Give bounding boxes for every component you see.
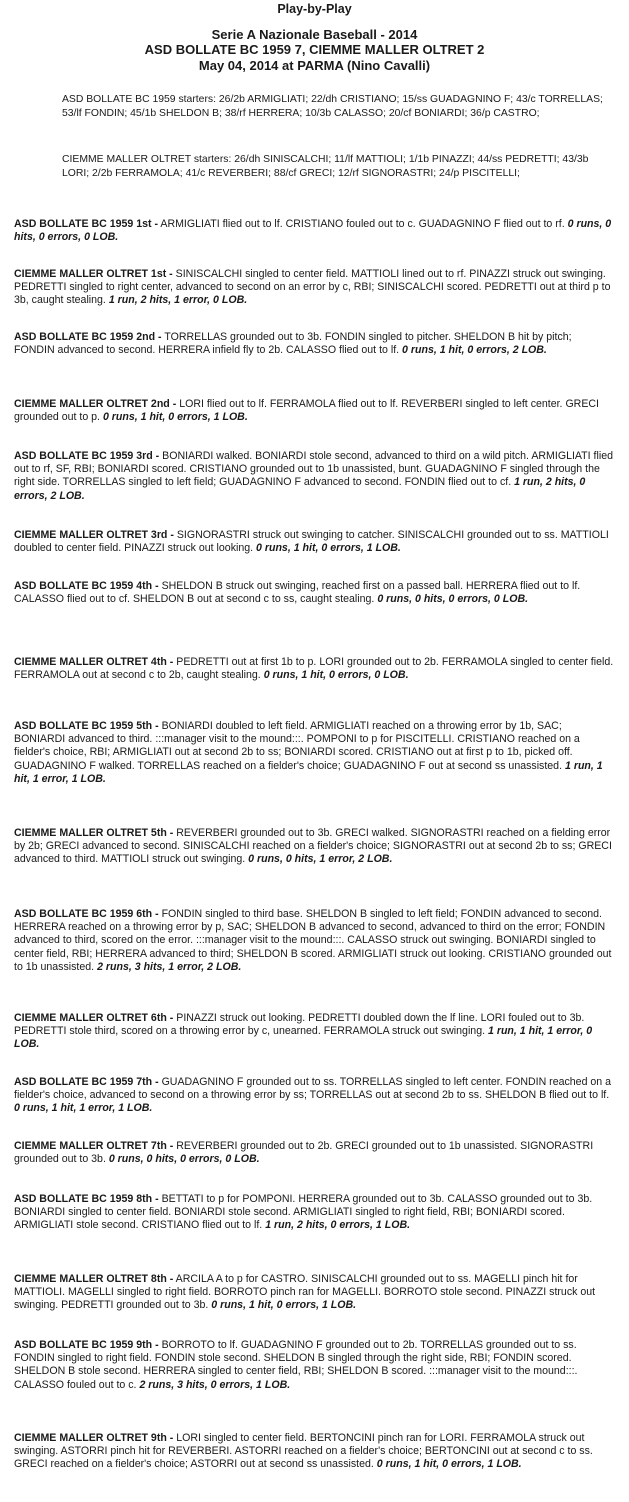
- inning-summary: 1 run, 2 hits, 0 errors, 1 LOB.: [265, 1219, 411, 1232]
- inning-plays: BONIARDI doubled to left field. ARMIGLIATI reached on a throwing error by 1b, SAC; BONIARDI advanced to third. :::manager visit to the mound:::. POMPONI to p for PISCITELLI. CRISTIANO reached on a fielder's choice, RBI; ARMIGLIATI out at second 2b to ss; BONIARDI scored. CRISTIANO out at first p to 1b, picked off. GUADAGNINO F walked. TORRELLAS reached on a fielder's choice; GUADAGNINO F out at second ss unassisted.: [14, 720, 580, 772]
- inning-summary: 0 runs, 1 hit, 0 errors, 1 LOB.: [256, 542, 401, 555]
- inning-summary: 0 runs, 0 hits, 0 errors, 0 LOB.: [108, 1153, 260, 1166]
- inning-plays: TORRELLAS grounded out to 3b. FONDIN singled to pitcher. SHELDON B hit by pitch; FONDIN advanced to second. HERRERA infield fly to 2b. CALASSO flied out to lf.: [14, 331, 572, 357]
- home-starters: ASD BOLLATE BC 1959 starters: 26/2b ARMIGLIATI; 22/dh CRISTIANO; 15/ss GUADAGNINO F; 43/c TORRELLAS; 53/lf FONDIN; 45/1b SHELDON B; 38/rf HERRERA; 10/3b CALASSO; 20/cf BONIARDI; 36/p CASTRO;: [62, 94, 603, 119]
- inning-heading: ASD BOLLATE BC 1959 3rd -: [14, 450, 160, 462]
- inning-summary: 0 runs, 0 hits, 0 errors, 0 LOB.: [14, 218, 612, 244]
- inning-summary: 2 runs, 3 hits, 1 error, 2 LOB.: [97, 960, 242, 973]
- inning-heading: ASD BOLLATE BC 1959 5th -: [14, 720, 159, 732]
- inning-block: [14, 1140, 614, 1166]
- inning-plays: ARMIGLIATI flied out to lf. CRISTIANO fouled out to c. GUADAGNINO F flied out to rf.: [160, 218, 565, 230]
- inning-heading: ASD BOLLATE BC 1959 1st -: [14, 218, 159, 230]
- inning-heading: CIEMME MALLER OLTRET 5th -: [14, 827, 174, 839]
- inning-plays: REVERBERI grounded out to 3b. GRECI walked. SIGNORASTRI reached on a fielding error by 2b; GRECI advanced to second. SINISCALCHI reached on a fielder's choice; SIGNORASTRI out at second 2b to ss; GRECI advanced to third. MATTIOLI struck out swinging.: [14, 827, 612, 866]
- league-title: Serie A Nazionale Baseball - 2014: [211, 27, 418, 42]
- inning-block: [14, 827, 614, 867]
- inning-heading: CIEMME MALLER OLTRET 2nd -: [14, 398, 177, 410]
- inning-block: [14, 450, 614, 503]
- inning-plays: ARCILA A to p for CASTRO. SINISCALCHI grounded out to ss. MAGELLI pinch hit for MATTIOLI. MAGELLI singled to right field. BORROTO pinch ran for MAGELLI. BORROTO stole second. PINAZZI struck out swinging. PEDRETTI grounded out to 3b.: [14, 1273, 596, 1312]
- away-starters: CIEMME MALLER OLTRET starters: 26/dh SINISCALCHI; 11/lf MATTIOLI; 1/1b PINAZZI; 44/ss PEDRETTI; 43/3b LORI; 2/2b FERRAMOLA; 41/c REVERBERI; 88/cf GRECI; 12/rf SIGNORASTRI; 24/p PISCITELLI;: [62, 154, 589, 179]
- inning-summary: 1 run, 1 hit, 1 error, 1 LOB.: [14, 759, 603, 785]
- inning-block: [14, 1339, 614, 1392]
- inning-plays: PEDRETTI out at first 1b to p. LORI grounded out to 2b. FERRAMOLA singled to center field. FERRAMOLA out at second c to 2b, caught stealing.: [14, 656, 614, 682]
- inning-plays: FONDIN singled to third base. SHELDON B singled to left field; FONDIN advanced to second. HERRERA reached on a throwing error by p, SAC; SHELDON B advanced to second, advanced to third on the error; FONDIN advanced to third, scored on the error. :::manager visit to the mound:::. CALASSO struck out swinging. BONIARDI singled to center field, RBI; HERRERA advanced to third; SHELDON B scored. ARMIGLIATI struck out looking. CRISTIANO grounded out to 1b unassisted.: [14, 908, 612, 973]
- inning-summary: 0 runs, 0 hits, 0 errors, 0 LOB.: [377, 593, 529, 606]
- inning-heading: ASD BOLLATE BC 1959 2nd -: [14, 331, 162, 343]
- inning-block: [14, 1193, 614, 1233]
- inning-plays: REVERBERI grounded out to 2b. GRECI grounded out to 1b unassisted. SIGNORASTRI grounded out to 3b.: [14, 1140, 594, 1166]
- inning-block: [14, 1273, 614, 1313]
- inning-plays: GUADAGNINO F grounded out to ss. TORRELLAS singled to left center. FONDIN reached on a fielder's choice, advanced to second on a throwing error by ss; TORRELLAS out at second 2b to ss. SHELDON B flied out to lf.: [14, 1076, 612, 1102]
- inning-summary: 0 runs, 0 hits, 1 error, 2 LOB.: [248, 853, 393, 866]
- inning-block: [14, 331, 614, 357]
- inning-plays: LORI singled to center field. BERTONCINI pinch ran for LORI. FERRAMOLA struck out swinging. ASTORRI pinch hit for REVERBERI. ASTORRI reached on a fielder's choice; BERTONCINI out at second c to ss. GRECI reached on a fielder's choice; ASTORRI out at second ss unassisted.: [14, 1432, 593, 1471]
- inning-summary: 0 runs, 1 hit, 0 errors, 1 LOB.: [211, 1299, 357, 1312]
- inning-plays: BORROTO to lf. GUADAGNINO F grounded out to 2b. TORRELLAS grounded out to ss. FONDIN singled to right field. FONDIN stole second. SHELDON B singled through the right side, RBI; FONDIN scored. SHELDON B stole second. HERRERA singled to center field, RBI; SHELDON B scored. :::manager visit to the mound:::. CALASSO fouled out to c.: [14, 1339, 578, 1391]
- inning-plays: BETTATI to p for POMPONI. HERRERA grounded out to 3b. CALASSO grounded out to 3b. BONIARDI singled to center field. BONIARDI stole second. ARMIGLIATI singled to right field, RBI; BONIARDI scored. ARMIGLIATI stole second. CRISTIANO flied out to lf.: [14, 1193, 593, 1232]
- inning-heading: ASD BOLLATE BC 1959 7th -: [14, 1076, 159, 1088]
- inning-block: [14, 1012, 614, 1052]
- inning-summary: 0 runs, 1 hit, 0 errors, 2 LOB.: [402, 344, 547, 357]
- inning-block: [14, 268, 614, 308]
- inning-plays: SINISCALCHI singled to center field. MATTIOLI lined out to rf. PINAZZI struck out swinging. PEDRETTI singled to right center, advanced to second on an error by c, RBI; SINISCALCHI scored. PEDRETTI out at third p to 3b, caught stealing.: [14, 268, 611, 307]
- inning-heading: CIEMME MALLER OLTRET 3rd -: [14, 529, 174, 541]
- inning-block: [14, 1076, 614, 1116]
- inning-heading: ASD BOLLATE BC 1959 4th -: [14, 580, 159, 592]
- inning-summary: 1 run, 2 hits, 1 error, 0 LOB.: [108, 294, 248, 307]
- inning-summary: 0 runs, 1 hit, 0 errors, 1 LOB.: [376, 1458, 522, 1471]
- inning-summary: 0 runs, 1 hit, 1 error, 1 LOB.: [14, 1102, 153, 1115]
- inning-block: [14, 1432, 614, 1472]
- inning-plays: LORI flied out to lf. FERRAMOLA flied out to lf. REVERBERI singled to left center. GRECI grounded out to p.: [14, 398, 599, 424]
- inning-heading: CIEMME MALLER OLTRET 6th -: [14, 1012, 174, 1024]
- inning-heading: CIEMME MALLER OLTRET 1st -: [14, 268, 173, 280]
- matchup-score: ASD BOLLATE BC 1959 7, CIEMME MALLER OLTRET 2: [144, 42, 485, 57]
- inning-block: [14, 529, 614, 555]
- inning-plays: SHELDON B struck out swinging, reached first on a passed ball. HERRERA flied out to lf. CALASSO flied out to cf. SHELDON B out at second c to ss, caught stealing.: [14, 580, 581, 606]
- inning-block: [14, 580, 614, 606]
- inning-block: [14, 398, 614, 424]
- inning-block: [14, 656, 614, 682]
- inning-heading: CIEMME MALLER OLTRET 8th -: [14, 1273, 174, 1285]
- document-title: Play-by-Play: [277, 2, 352, 16]
- inning-heading: CIEMME MALLER OLTRET 7th -: [14, 1140, 174, 1152]
- inning-plays: BONIARDI walked. BONIARDI stole second, advanced to third on a wild pitch. ARMIGLIATI flied out to rf, SF, RBI; BONIARDI scored. CRISTIANO grounded out to 1b unassisted, bunt. GUADAGNINO F singled through the right side. TORRELLAS singled to left field; GUADAGNINO F advanced to second. FONDIN flied out to cf.: [14, 450, 613, 489]
- inning-heading: ASD BOLLATE BC 1959 9th -: [14, 1339, 159, 1351]
- inning-plays: PINAZZI struck out looking. PEDRETTI doubled down the lf line. LORI fouled out to 3b. PEDRETTI stole third, scored on a throwing error by c, unearned. FERRAMOLA struck out swinging.: [14, 1012, 585, 1038]
- inning-summary: 1 run, 2 hits, 0 errors, 2 LOB.: [14, 476, 586, 502]
- inning-summary: 0 runs, 1 hit, 0 errors, 1 LOB.: [102, 411, 248, 424]
- inning-summary: 2 runs, 3 hits, 0 errors, 1 LOB.: [139, 1378, 291, 1391]
- inning-block: [14, 218, 614, 244]
- inning-summary: 0 runs, 1 hit, 0 errors, 0 LOB.: [263, 669, 409, 682]
- inning-block: [14, 720, 614, 786]
- inning-heading: ASD BOLLATE BC 1959 8th -: [14, 1193, 159, 1205]
- date-venue: May 04, 2014 at PARMA (Nino Cavalli): [198, 58, 431, 73]
- inning-summary: 1 run, 1 hit, 1 error, 0 LOB.: [14, 1025, 593, 1051]
- inning-heading: CIEMME MALLER OLTRET 9th -: [14, 1432, 174, 1444]
- inning-heading: CIEMME MALLER OLTRET 4th -: [14, 656, 174, 668]
- inning-plays: SIGNORASTRI struck out swinging to catcher. SINISCALCHI grounded out to ss. MATTIOLI doubled to center field. PINAZZI struck out looking.: [14, 529, 609, 555]
- inning-heading: ASD BOLLATE BC 1959 6th -: [14, 908, 159, 920]
- inning-block: [14, 908, 614, 974]
